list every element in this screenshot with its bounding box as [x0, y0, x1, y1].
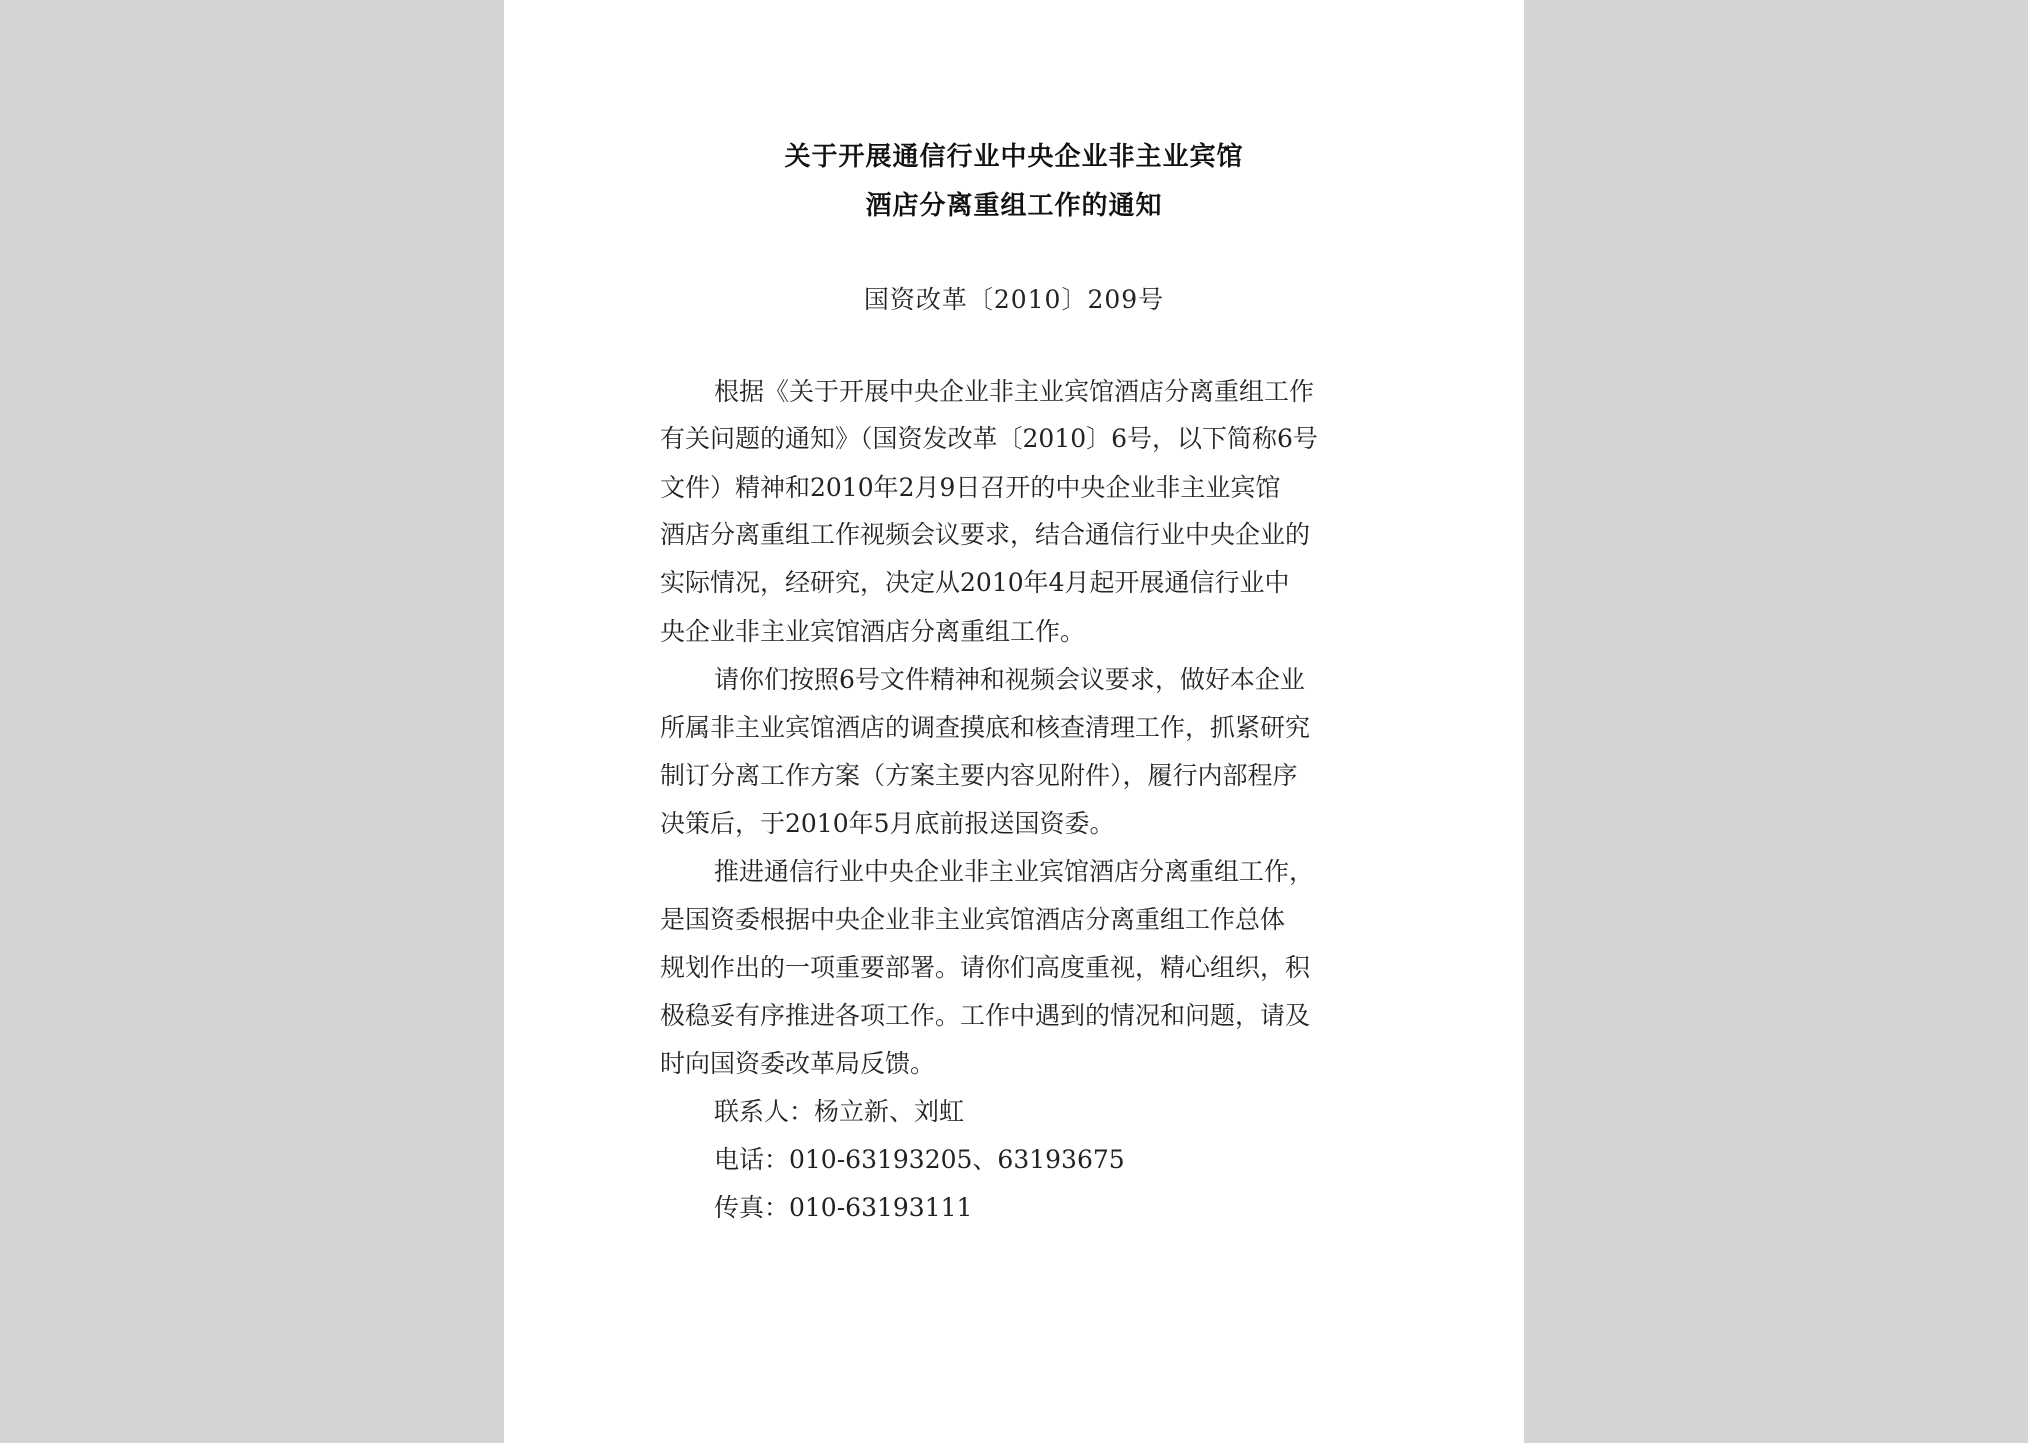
- body-line: 极稳妥有序推进各项工作。工作中遇到的情况和问题，请及: [660, 1001, 1311, 1030]
- body-line: 央企业非主业宾馆酒店分离重组工作。: [660, 617, 1086, 646]
- body-line: 根据《关于开展中央企业非主业宾馆酒店分离重组工作: [714, 377, 1315, 406]
- body-line: 制订分离工作方案（方案主要内容见附件），履行内部程序: [660, 761, 1298, 790]
- contact-fax: 传真：010-63193111: [714, 1193, 973, 1222]
- body-line: 决策后，于2010年5月底前报送国资委。: [660, 809, 1115, 838]
- body-line: 是国资委根据中央企业非主业宾馆酒店分离重组工作总体: [660, 905, 1286, 934]
- body-line: 酒店分离重组工作视频会议要求，结合通信行业中央企业的: [660, 520, 1311, 549]
- body-line: 规划作出的一项重要部署。请你们高度重视，精心组织，积: [660, 953, 1311, 982]
- document-page: [504, 0, 1524, 1443]
- contact-phone: 电话：010-63193205、63193675: [714, 1145, 1125, 1174]
- contact-person: 联系人：杨立新、刘虹: [714, 1097, 965, 1126]
- document-title-line-1: 关于开展通信行业中央企业非主业宾馆: [784, 142, 1244, 172]
- body-line: 时向国资委改革局反馈。: [660, 1049, 936, 1078]
- body-line: 推进通信行业中央企业非主业宾馆酒店分离重组工作，: [714, 857, 1315, 886]
- body-line: 实际情况，经研究，决定从2010年4月起开展通信行业中: [660, 568, 1290, 597]
- document-number: 国资改革〔2010〕209号: [863, 285, 1165, 314]
- body-line: 有关问题的通知》（国资发改革〔2010〕6号，以下简称6号: [660, 424, 1318, 453]
- body-line: 文件）精神和2010年2月9日召开的中央企业非主业宾馆: [660, 473, 1281, 502]
- body-line: 请你们按照6号文件精神和视频会议要求，做好本企业: [714, 665, 1305, 694]
- body-line: 所属非主业宾馆酒店的调查摸底和核查清理工作，抓紧研究: [660, 713, 1311, 742]
- document-title-line-2: 酒店分离重组工作的通知: [865, 191, 1163, 221]
